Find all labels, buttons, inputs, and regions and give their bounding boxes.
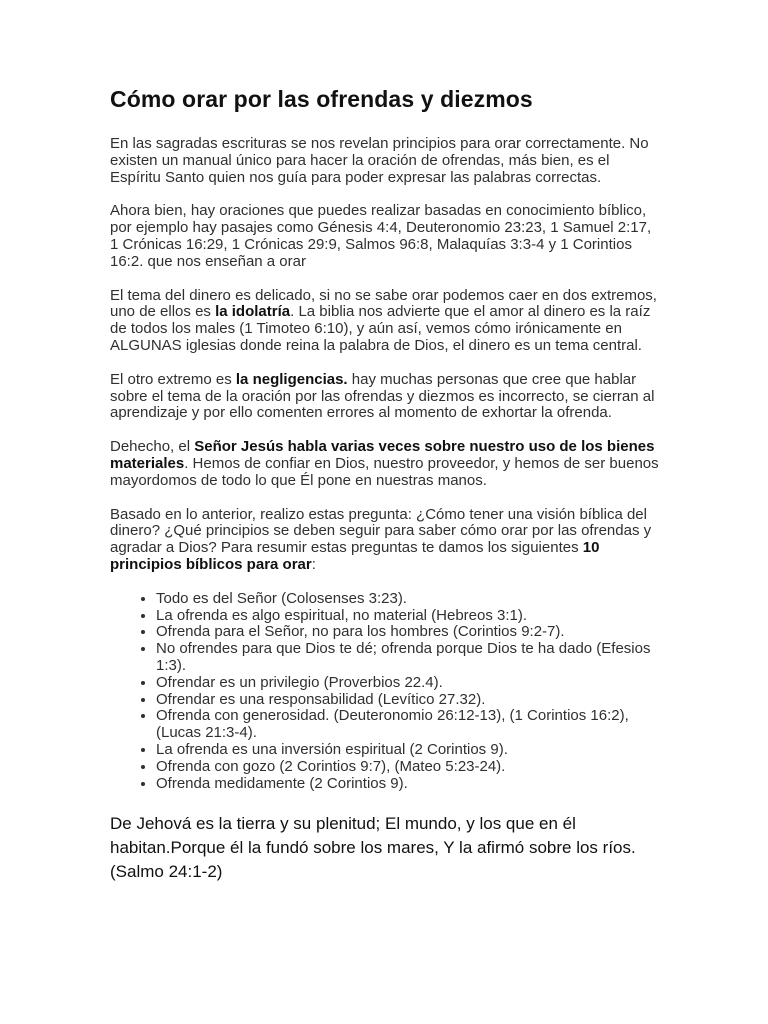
paragraph-jesus	[110, 439, 660, 489]
paragraph-text: El tema del dinero es delicado, si no se sabe orar podemos caer en dos extremos, uno de ellos es	[110, 286, 657, 321]
paragraph-text: . Hemos de confiar en Dios, nuestro proveedor, y hemos de ser buenos mayordomos de todo lo que Él pone en nuestras manos.	[110, 454, 659, 489]
list-item: • Todo es del Señor (Colosenses 3:23).	[156, 591, 660, 608]
paragraph-idolatry	[110, 288, 660, 355]
list-item: • Ofrenda con gozo (2 Corintios 9:7), (Mateo 5:23-24).	[156, 759, 660, 776]
paragraph-text: Basado en lo anterior, realizo estas pregunta: ¿Cómo tener una visión bíblica del dinero? ¿Qué principios se deben seguir para saber cómo orar por las ofrendas y agradar a Dios? Para resumir estas preguntas te damos los siguientes	[110, 505, 652, 557]
paragraph-passages: Ahora bien, hay oraciones que puedes realizar basadas en conocimiento bíblico, por ejemplo hay pasajes como Génesis 4:4, Deuteronomio 23:23, 1 Samuel 2:17, 1 Crónicas 16:29, 1 Crónicas 29:9, Salmos 96:8, Malaquías 3:3-4 y 1 Corintios 16:2. que nos enseñan a orar	[110, 202, 652, 270]
paragraph-text: . La biblia nos advierte que el amor al dinero es la raíz de todos los males (1 Timoteo 6:10), y aún así, vemos cómo irónicamente en ALGUNAS iglesias donde reina la palabra de Dios, el dinero es un tema central.	[110, 303, 651, 354]
document-page	[110, 82, 660, 884]
list-item: • Ofrenda medidamente (2 Corintios 9).	[156, 776, 660, 793]
emphasis-text: la negligencias.	[235, 370, 348, 388]
closing-quote: De Jehová es la tierra y su plenitud; El mundo, y los que en él habitan.Porque él la fundó sobre los mares, Y la afirmó sobre los ríos. (Salmo 24:1-2)	[110, 814, 636, 882]
list-item: • Ofrenda para el Señor, no para los hombres (Corintios 9:2-7).	[156, 624, 660, 641]
paragraph-text: hay muchas personas que cree que hablar sobre el tema de la oración por las ofrendas y diezmos es incorrecto, se cierran al aprendizaje y por ello comenten errores al momento de exhortar la ofrenda.	[110, 370, 655, 422]
emphasis-text: 10 principios bíblicos para orar	[110, 539, 600, 573]
paragraph-text: El otro extremo es	[110, 370, 236, 388]
page-title: Cómo orar por las ofrendas y diezmos	[110, 86, 533, 112]
paragraph-text: :	[311, 555, 316, 573]
paragraph-intro: En las sagradas escrituras se nos revelan principios para orar correctamente. No existen un manual único para hacer la oración de ofrendas, más bien, es el Espíritu Santo quien nos guía para poder expresar las palabras correctas.	[110, 135, 649, 186]
principles-list	[110, 591, 660, 793]
emphasis-text: Señor Jesús habla varias veces sobre nuestro uso de los bienes materiales	[110, 438, 655, 472]
emphasis-text: la idolatría	[215, 303, 291, 321]
list-item: • Ofrendar es un privilegio (Proverbios 22.4).	[156, 675, 660, 692]
list-item: • La ofrenda es una inversión espiritual (2 Corintios 9).	[156, 742, 660, 759]
paragraph-questions	[110, 507, 660, 574]
list-item: • No ofrendes para que Dios te dé; ofrenda porque Dios te ha dado (Efesios 1:3).	[156, 641, 660, 675]
list-item: • La ofrenda es algo espiritual, no material (Hebreos 3:1).	[156, 608, 660, 625]
list-item: • Ofrenda con generosidad. (Deuteronomio 26:12-13), (1 Corintios 16:2), (Lucas 21:3-4).	[156, 708, 660, 742]
list-item: • Ofrendar es una responsabilidad (Levítico 27.32).	[156, 692, 660, 709]
paragraph-text: Dehecho, el	[110, 438, 195, 456]
paragraph-negligence	[110, 372, 660, 422]
